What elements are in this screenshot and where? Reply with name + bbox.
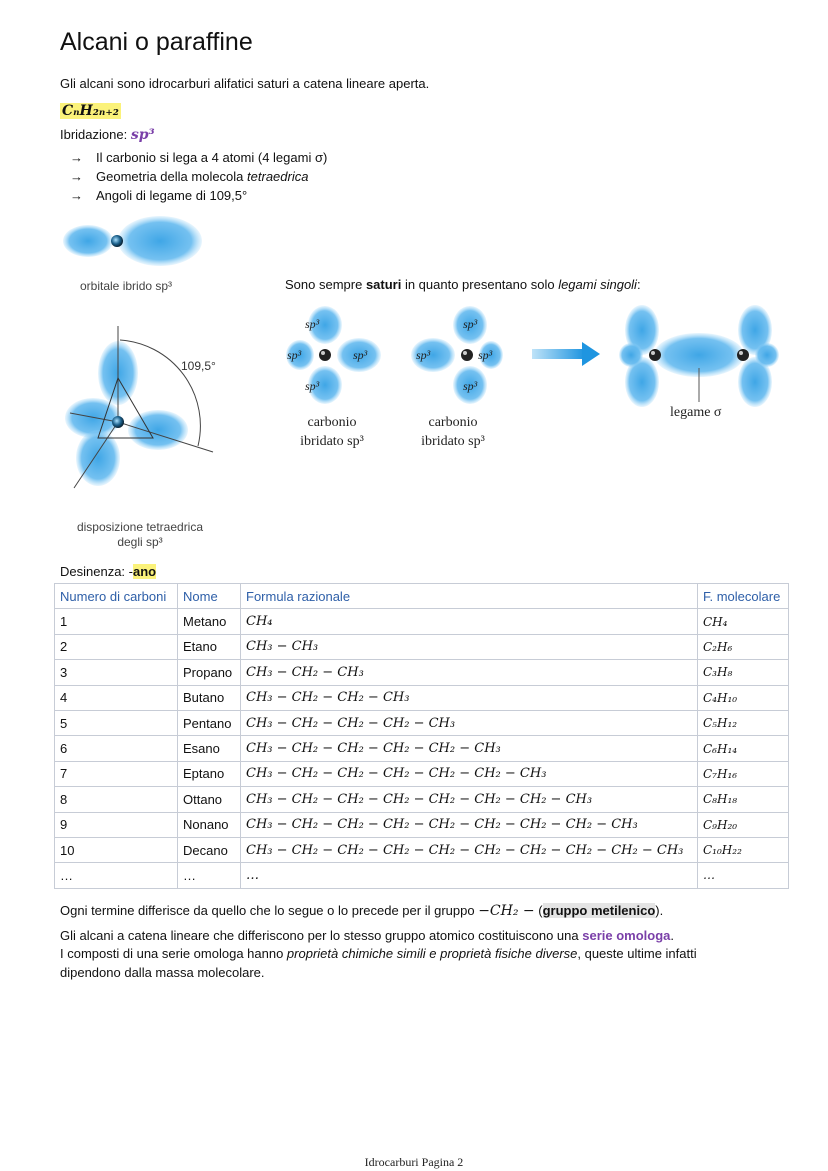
table-cell-name: Ottano (178, 787, 241, 812)
saturated-sentence: Sono sempre saturi in quanto presentano solo legami singoli: (285, 277, 641, 292)
table-cell-formula: CH₃ − CH₂ − CH₂ − CH₂ − CH₂ − CH₂ − CH₃ (241, 761, 698, 786)
table-cell-mol: C₄H₁₀ (698, 685, 789, 710)
table-cell-formula: CH₃ − CH₃ (241, 634, 698, 659)
table-cell-formula: CH₃ − CH₂ − CH₂ − CH₂ − CH₂ − CH₂ − CH₂ − CH₃ (241, 787, 698, 812)
hybridization-line (60, 127, 155, 143)
table-cell-mol: C₆H₁₄ (698, 736, 789, 761)
table-row (55, 863, 789, 888)
table-cell-mol: C₉H₂₀ (698, 812, 789, 837)
list-item: → Angoli di legame di 109,5° (70, 188, 248, 203)
paragraph-homologous: Gli alcani a catena lineare che differiscono per lo stesso gruppo atomico costituiscono una serie omologa. (60, 928, 674, 943)
sp3-orbital-illustration (58, 212, 208, 272)
table-header-row (55, 584, 789, 609)
table-row (55, 837, 789, 862)
arrow-icon: → (70, 169, 83, 184)
table-cell-name: Esano (178, 736, 241, 761)
table-cell-formula: CH₃ − CH₂ − CH₂ − CH₂ − CH₃ (241, 710, 698, 735)
table-cell-formula: CH₃ − CH₂ − CH₂ − CH₂ − CH₂ − CH₂ − CH₂ − CH₂ − CH₃ (241, 812, 698, 837)
table-cell-num: 4 (55, 685, 178, 710)
carbon-caption-2: carbonio ibridato sp³ (421, 415, 485, 449)
table-cell-mol: C₃H₈ (698, 660, 789, 685)
table-row (55, 761, 789, 786)
table-cell-num: 9 (55, 812, 178, 837)
table-cell-mol: … (698, 863, 789, 888)
table-row (55, 609, 789, 634)
general-formula (60, 103, 121, 119)
table-cell-num: 7 (55, 761, 178, 786)
lobe-label: sp³ (305, 379, 320, 393)
arrow-icon: → (70, 188, 83, 203)
table-cell-name: … (178, 863, 241, 888)
table-cell-name: Pentano (178, 710, 241, 735)
lobe-label: sp³ (305, 317, 320, 331)
suffix-line (60, 564, 156, 580)
tetrahedral-diagram (58, 318, 228, 498)
table-row (55, 634, 789, 659)
suffix-label: Desinenza: - (60, 564, 133, 579)
page-footer: Idrocarburi Pagina 2 (364, 1155, 464, 1169)
table-cell-mol: C₂H₆ (698, 634, 789, 659)
table-row (55, 812, 789, 837)
table-cell-formula: CH₃ − CH₂ − CH₂ − CH₂ − CH₂ − CH₂ − CH₂ − CH₂ − CH₂ − CH₃ (241, 837, 698, 862)
tetrahedral-caption: disposizione tetraedrica degli sp³ (76, 520, 204, 549)
orbital-caption: orbitale ibrido sp³ (80, 279, 173, 293)
property-list (70, 148, 327, 205)
sigma-bond-label: legame σ (670, 405, 722, 420)
intro-text: Gli alcani sono idrocarburi alifatici saturi a catena lineare aperta. (60, 76, 430, 91)
list-item: → Il carbonio si lega a 4 atomi (4 legami σ) (70, 150, 328, 165)
table-cell-formula: CH₃ − CH₂ − CH₂ − CH₂ − CH₂ − CH₃ (241, 736, 698, 761)
table-cell-num: 10 (55, 837, 178, 862)
lobe-label: sp³ (353, 348, 368, 362)
paragraph-properties: I composti di una serie omologa hanno proprietà chimiche simili e proprietà fisiche diverse, queste ultime infatti (60, 946, 697, 961)
column-header: Numero di carboni (55, 584, 178, 609)
table-row (55, 660, 789, 685)
table-cell-formula: CH₃ − CH₂ − CH₃ (241, 660, 698, 685)
angle-label: 109,5° (181, 359, 216, 373)
suffix-value: ano (132, 564, 157, 579)
lobe-label: sp³ (416, 348, 431, 362)
table-cell-name: Etano (178, 634, 241, 659)
table-row (55, 736, 789, 761)
column-header: Nome (178, 584, 241, 609)
table-cell-num: 3 (55, 660, 178, 685)
lobe-label: sp³ (287, 348, 302, 362)
table-body (55, 609, 789, 888)
alkanes-table (54, 583, 789, 889)
lobe-label: sp³ (463, 379, 478, 393)
arrow-icon: → (70, 150, 83, 165)
table-row (55, 787, 789, 812)
table-cell-num: … (55, 863, 178, 888)
lobe-label: sp³ (463, 317, 478, 331)
table-cell-name: Nonano (178, 812, 241, 837)
column-header: Formula razionale (241, 584, 698, 609)
page-title: Alcani o paraffine (60, 28, 253, 56)
sigma-bond-diagram (615, 300, 785, 415)
table-cell-num: 8 (55, 787, 178, 812)
table-cell-num: 5 (55, 710, 178, 735)
table-cell-name: Propano (178, 660, 241, 685)
general-formula-value: CₙH₂ₙ₊₂ (62, 103, 119, 119)
hybridization-label: Ibridazione: (60, 127, 128, 142)
table-cell-mol: C₁₀H₂₂ (698, 837, 789, 862)
list-item: → Geometria della molecola tetraedrica (70, 169, 309, 184)
table-cell-formula: CH₃ − CH₂ − CH₂ − CH₃ (241, 685, 698, 710)
table-cell-mol: CH₄ (698, 609, 789, 634)
paragraph-mass: dipendono dalla massa molecolare. (60, 965, 265, 980)
column-header: F. molecolare (698, 584, 789, 609)
lobe-label: sp³ (478, 348, 493, 362)
table-cell-mol: C₈H₁₈ (698, 787, 789, 812)
table-cell-name: Butano (178, 685, 241, 710)
hybridization-value: sp³ (130, 127, 155, 143)
table-cell-num: 1 (55, 609, 178, 634)
table-cell-name: Eptano (178, 761, 241, 786)
table-cell-formula: … (241, 863, 698, 888)
table-cell-name: Decano (178, 837, 241, 862)
table-cell-formula: CH₄ (241, 609, 698, 634)
table-row (55, 710, 789, 735)
table-cell-mol: C₇H₁₆ (698, 761, 789, 786)
carbon-caption-1: carbonio ibridato sp³ (300, 415, 364, 449)
paragraph-methylene: Ogni termine differisce da quello che lo segue o lo precede per il gruppo −CH₂ − (gruppo metilenico). (60, 903, 664, 919)
reaction-arrow-icon (532, 340, 602, 370)
table-cell-num: 6 (55, 736, 178, 761)
table-cell-mol: C₅H₁₂ (698, 710, 789, 735)
table-row (55, 685, 789, 710)
table-cell-name: Metano (178, 609, 241, 634)
table-cell-num: 2 (55, 634, 178, 659)
